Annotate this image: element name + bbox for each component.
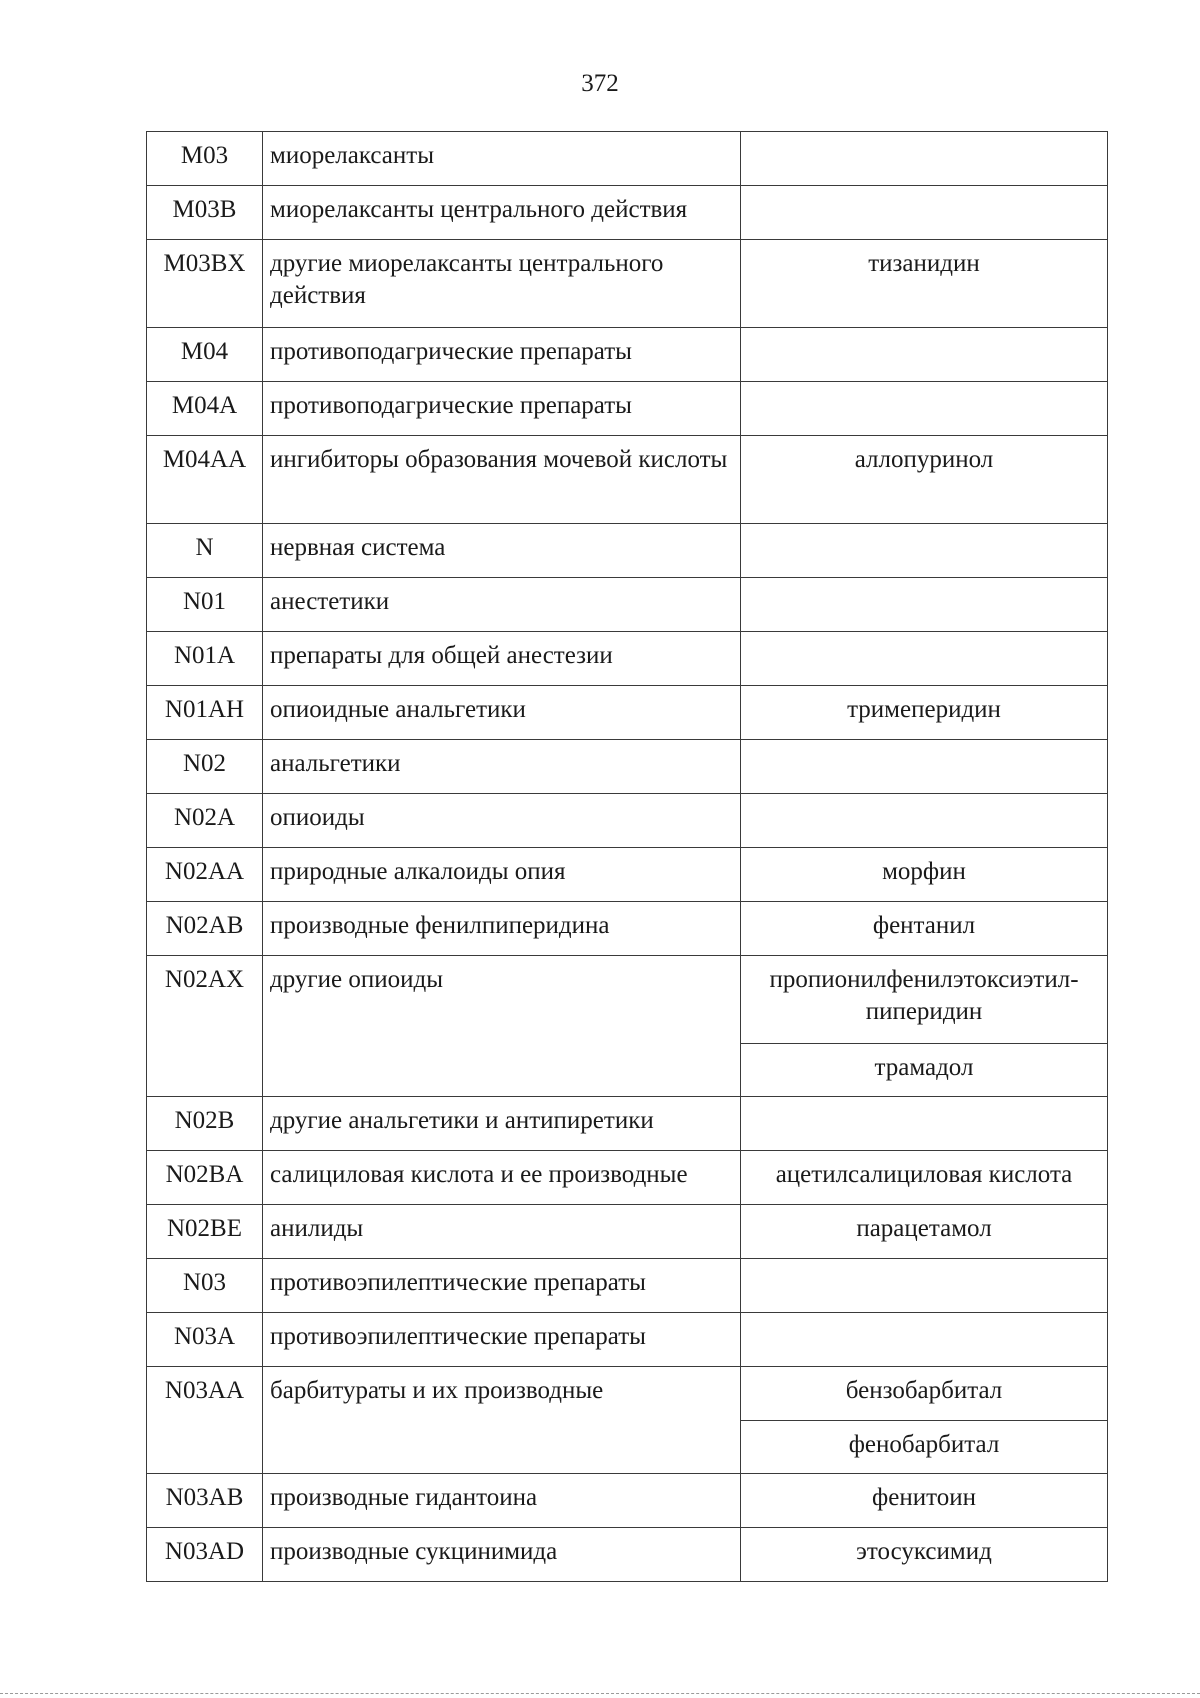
table-row [147,1097,1108,1151]
atc-code-cell: N02AX [147,956,263,1097]
atc-code-cell: N02 [147,740,263,794]
atc-description-cell: салициловая кислота и ее производные [263,1151,741,1205]
atc-code-cell: N03 [147,1259,263,1313]
atc-code-cell: N03A [147,1313,263,1367]
atc-description-cell: миорелаксанты центрального действия [263,186,741,240]
drug-name-cell [741,740,1108,794]
table-row [147,1367,1108,1421]
drug-name-cell [741,328,1108,382]
table-row [147,1528,1108,1582]
table-row [147,436,1108,524]
drug-name-cell: трамадол [741,1044,1108,1097]
atc-description-cell: природные алкалоиды опия [263,848,741,902]
atc-code-cell: M04A [147,382,263,436]
table-row [147,794,1108,848]
drug-name-cell: фенитоин [741,1474,1108,1528]
atc-description-cell: противоэпилептические препараты [263,1259,741,1313]
drug-name-cell: пропионилфенилэтоксиэтил-пиперидин [741,956,1108,1044]
drug-name-cell: аллопуринол [741,436,1108,524]
atc-code-cell: M03B [147,186,263,240]
atc-description-cell: производные сукцинимида [263,1528,741,1582]
atc-code-cell: N03AB [147,1474,263,1528]
drug-name-cell [741,578,1108,632]
table-row [147,1259,1108,1313]
atc-description-cell: производные фенилпиперидина [263,902,741,956]
drug-name-cell: парацетамол [741,1205,1108,1259]
table-row [147,740,1108,794]
table-row [147,524,1108,578]
atc-description-cell: противоподагрические препараты [263,328,741,382]
table-row [147,1205,1108,1259]
atc-code-cell: N03AD [147,1528,263,1582]
table-row [147,686,1108,740]
atc-description-cell: противоподагрические препараты [263,382,741,436]
atc-description-cell: противоэпилептические препараты [263,1313,741,1367]
atc-code-cell: N02B [147,1097,263,1151]
drug-name-cell [741,632,1108,686]
drug-name-cell [741,1313,1108,1367]
atc-description-cell: анестетики [263,578,741,632]
atc-description-cell: анальгетики [263,740,741,794]
drug-name-cell: морфин [741,848,1108,902]
atc-code-cell: N02A [147,794,263,848]
atc-description-cell: ингибиторы образования мочевой кислоты [263,436,741,524]
table-row [147,240,1108,328]
table-row [147,632,1108,686]
drug-name-cell: фенобарбитал [741,1421,1108,1474]
atc-description-cell: нервная система [263,524,741,578]
atc-description-cell: анилиды [263,1205,741,1259]
atc-code-cell: N02AB [147,902,263,956]
atc-code-cell: N01AH [147,686,263,740]
table-row [147,578,1108,632]
table-row [147,956,1108,1044]
atc-description-cell: препараты для общей анестезии [263,632,741,686]
atc-description-cell: другие миорелаксанты центрального действия [263,240,741,328]
drug-name-cell [741,794,1108,848]
atc-description-cell: другие опиоиды [263,956,741,1097]
atc-code-cell: M03BX [147,240,263,328]
drug-name-cell [741,382,1108,436]
atc-table-body [147,132,1108,1582]
table-row [147,1474,1108,1528]
drug-name-cell: фентанил [741,902,1108,956]
table-row [147,328,1108,382]
atc-code-cell: M04 [147,328,263,382]
page-bottom-rule [0,1693,1200,1694]
drug-name-cell [741,186,1108,240]
atc-description-cell: миорелаксанты [263,132,741,186]
atc-drug-table [146,131,1108,1582]
atc-code-cell: N [147,524,263,578]
table-row [147,848,1108,902]
drug-name-cell: тизанидин [741,240,1108,328]
atc-code-cell: M03 [147,132,263,186]
atc-code-cell: N01 [147,578,263,632]
atc-description-cell: барбитураты и их производные [263,1367,741,1474]
atc-description-cell: другие анальгетики и антипиретики [263,1097,741,1151]
atc-code-cell: N02BA [147,1151,263,1205]
table-row [147,1313,1108,1367]
atc-description-cell: производные гидантоина [263,1474,741,1528]
drug-name-cell: тримеперидин [741,686,1108,740]
drug-name-cell: этосуксимид [741,1528,1108,1582]
atc-code-cell: M04AA [147,436,263,524]
page-number: 372 [581,70,619,97]
drug-name-cell [741,1259,1108,1313]
atc-code-cell: N02AA [147,848,263,902]
table-row [147,132,1108,186]
table-row [147,902,1108,956]
drug-name-cell [741,1097,1108,1151]
atc-description-cell: опиоиды [263,794,741,848]
drug-name-cell: бензобарбитал [741,1367,1108,1421]
atc-description-cell: опиоидные анальгетики [263,686,741,740]
drug-name-cell: ацетилсалициловая кислота [741,1151,1108,1205]
atc-code-cell: N01A [147,632,263,686]
drug-name-cell [741,524,1108,578]
table-row [147,186,1108,240]
drug-name-cell [741,132,1108,186]
atc-code-cell: N02BE [147,1205,263,1259]
atc-code-cell: N03AA [147,1367,263,1474]
table-row [147,1151,1108,1205]
table-row [147,382,1108,436]
